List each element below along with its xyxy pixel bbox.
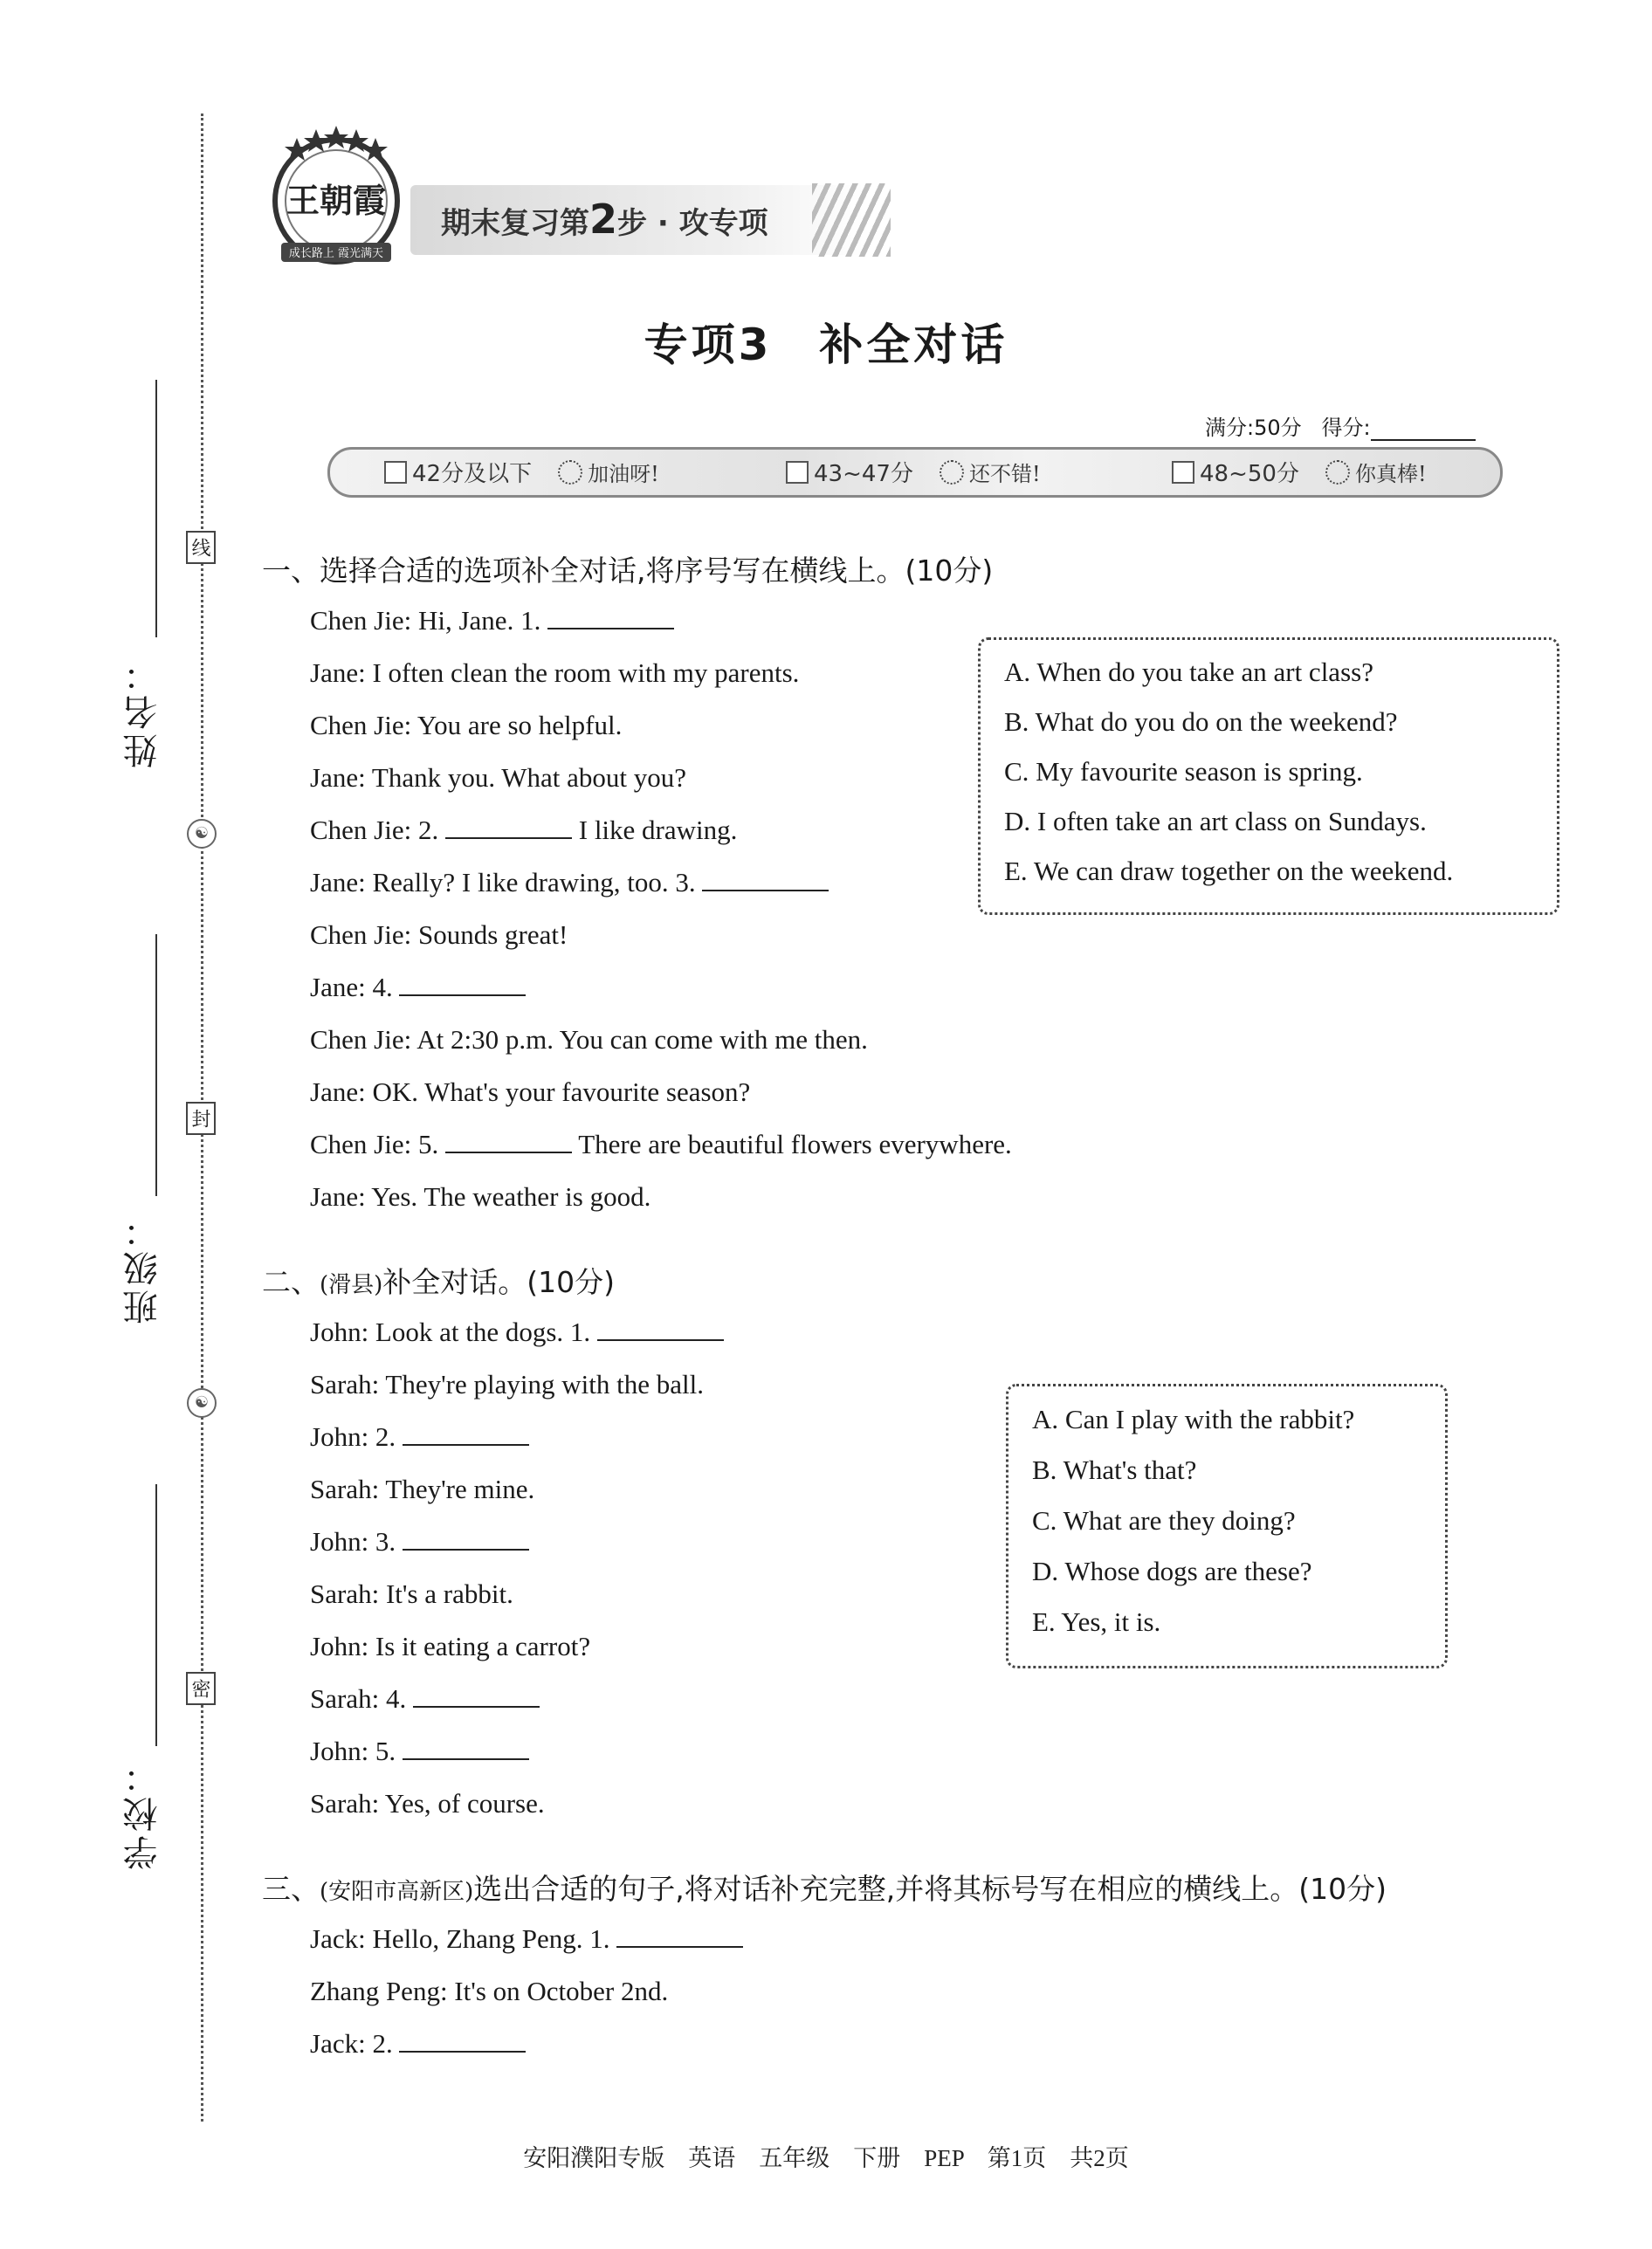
dialogue-line: John: Look at the dogs. 1. bbox=[310, 1317, 724, 1348]
dialogue-line: Jack: 2. bbox=[310, 2028, 526, 2060]
checkbox-icon[interactable] bbox=[1172, 461, 1194, 484]
swirl-icon: ☯ bbox=[187, 819, 217, 849]
dialogue-line: Chen Jie: 5. There are beautiful flowers everywhere. bbox=[310, 1129, 1012, 1159]
school-blank[interactable] bbox=[155, 1484, 157, 1746]
dialogue-line: Jane: I often clean the room with my parents. bbox=[310, 657, 800, 688]
option-item: B. What do you do on the weekend? bbox=[1004, 706, 1398, 737]
step-banner-text: 期末复习第2步 · 攻专项 bbox=[441, 196, 768, 243]
answer-blank[interactable] bbox=[413, 1683, 540, 1708]
brand-logo bbox=[262, 120, 410, 269]
dialogue-line: Chen Jie: 2. I like drawing. bbox=[310, 815, 738, 845]
dialogue-line: Chen Jie: Hi, Jane. 1. bbox=[310, 605, 674, 636]
dialogue-line: Jack: Hello, Zhang Peng. 1. bbox=[310, 1923, 743, 1955]
dialogue-line: John: 5. bbox=[310, 1736, 529, 1767]
dialogue-line: Sarah: Yes, of course. bbox=[310, 1788, 545, 1819]
option-item: E. We can draw together on the weekend. bbox=[1004, 856, 1454, 886]
school-label: 学校： bbox=[123, 1755, 163, 1870]
score-blank[interactable] bbox=[1371, 420, 1476, 441]
dialogue-line: Sarah: It's a rabbit. bbox=[310, 1578, 513, 1609]
score-line: 满分:50分 得分: bbox=[1205, 410, 1476, 441]
option-item: A. Can I play with the rabbit? bbox=[1032, 1404, 1355, 1434]
section2-heading: 二、(滑县)补全对话。(10分) bbox=[262, 1265, 616, 1299]
option-item: A. When do you take an art class? bbox=[1004, 657, 1373, 687]
dialogue-line: Sarah: They're playing with the ball. bbox=[310, 1369, 704, 1400]
page-title: 专项3 补全对话 bbox=[644, 320, 1008, 370]
option-item: C. My favourite season is spring. bbox=[1004, 756, 1363, 787]
answer-blank[interactable] bbox=[403, 1736, 529, 1760]
answer-blank[interactable] bbox=[597, 1317, 724, 1341]
page-footer: 安阳濮阳专版 英语 五年级 下册 PEP 第1页 共2页 bbox=[523, 2145, 1129, 2171]
answer-blank[interactable] bbox=[399, 2028, 526, 2053]
bind-mark-line: 线 bbox=[186, 531, 216, 564]
checkbox-icon[interactable] bbox=[786, 461, 809, 484]
dialogue-line: Jane: Yes. The weather is good. bbox=[310, 1181, 651, 1212]
option-item: C. What are they doing? bbox=[1032, 1505, 1296, 1536]
dialogue-line: Zhang Peng: It's on October 2nd. bbox=[310, 1976, 669, 2006]
bind-mark-seal: 封 bbox=[186, 1102, 216, 1135]
section1-heading: 一、选择合适的选项补全对话,将序号写在横线上。(10分) bbox=[262, 554, 994, 588]
checkbox-icon[interactable] bbox=[384, 461, 407, 484]
swirl-icon: ☯ bbox=[187, 1388, 217, 1418]
answer-blank[interactable] bbox=[616, 1923, 743, 1948]
smiley-icon bbox=[1325, 460, 1350, 485]
name-blank[interactable] bbox=[155, 380, 157, 637]
dialogue-line: Sarah: They're mine. bbox=[310, 1474, 535, 1504]
grade-option: 48~50分 你真棒! bbox=[1172, 456, 1427, 488]
option-item: E. Yes, it is. bbox=[1032, 1606, 1161, 1637]
svg-text:成长路上 霞光满天: 成长路上 霞光满天 bbox=[288, 247, 384, 260]
dialogue-line: Jane: OK. What's your favourite season? bbox=[310, 1076, 751, 1107]
option-item: B. What's that? bbox=[1032, 1455, 1197, 1485]
option-item: D. I often take an art class on Sundays. bbox=[1004, 806, 1427, 836]
bind-mark-secret: 密 bbox=[186, 1672, 216, 1705]
dialogue-line: Jane: 4. bbox=[310, 972, 526, 1003]
class-blank[interactable] bbox=[155, 934, 157, 1196]
answer-blank[interactable] bbox=[445, 815, 572, 839]
option-item: D. Whose dogs are these? bbox=[1032, 1556, 1312, 1586]
answer-blank[interactable] bbox=[445, 1129, 572, 1153]
answer-blank[interactable] bbox=[399, 972, 526, 996]
dialogue-line: John: 2. bbox=[310, 1421, 529, 1453]
dialogue-line: Sarah: 4. bbox=[310, 1683, 540, 1715]
svg-text:王朝霞: 王朝霞 bbox=[286, 181, 387, 220]
answer-blank[interactable] bbox=[403, 1526, 529, 1551]
grade-option: 43~47分 还不错! bbox=[786, 456, 1041, 488]
section3-heading: 三、(安阳市高新区)选出合适的句子,将对话补充完整,并将其标号写在相应的横线上。(10分) bbox=[262, 1872, 1387, 1906]
name-label: 姓名： bbox=[123, 653, 163, 768]
dialogue-line: Jane: Really? I like drawing, too. 3. bbox=[310, 867, 829, 898]
smiley-icon bbox=[940, 460, 964, 485]
dialogue-line: Jane: Thank you. What about you? bbox=[310, 762, 687, 793]
class-label: 班级： bbox=[123, 1209, 163, 1324]
dialogue-line: Chen Jie: At 2:30 p.m. You can come with me then. bbox=[310, 1024, 868, 1055]
dialogue-line: John: 3. bbox=[310, 1526, 529, 1558]
answer-blank[interactable] bbox=[702, 867, 829, 891]
grade-option: 42分及以下 加油呀! bbox=[384, 456, 659, 488]
dialogue-line: Chen Jie: You are so helpful. bbox=[310, 710, 623, 740]
dialogue-line: John: Is it eating a carrot? bbox=[310, 1631, 591, 1661]
dialogue-line: Chen Jie: Sounds great! bbox=[310, 919, 568, 950]
answer-blank[interactable] bbox=[403, 1421, 529, 1446]
answer-blank[interactable] bbox=[547, 605, 674, 629]
smiley-icon bbox=[558, 460, 582, 485]
banner-stripes bbox=[812, 183, 891, 257]
